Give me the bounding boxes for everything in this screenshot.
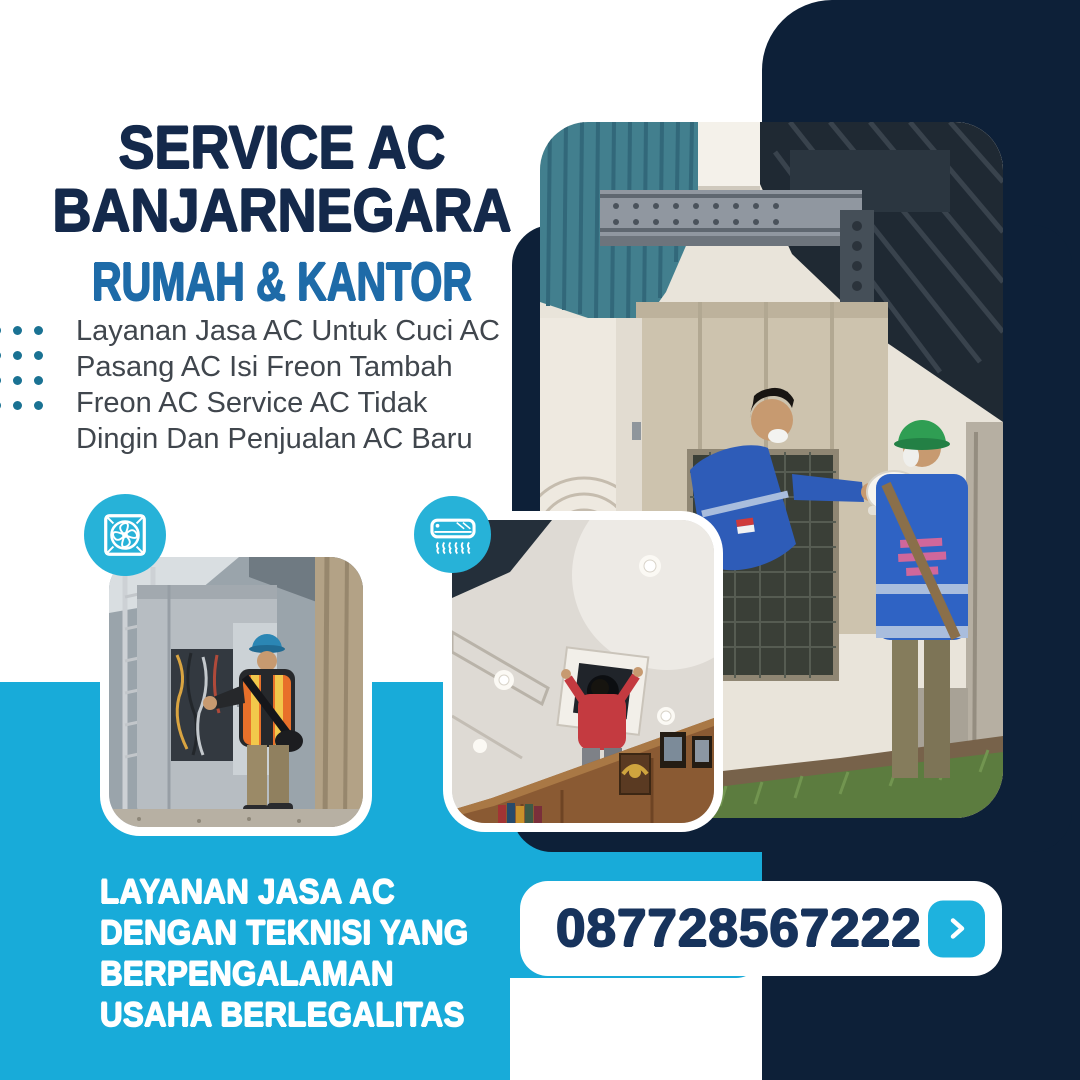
page-title-line2: BANJARNEGARA <box>52 177 512 244</box>
footer-tagline <box>100 872 501 1036</box>
service-description <box>76 313 516 457</box>
dots-decoration <box>0 326 43 410</box>
repair-scene-illustration <box>109 557 363 827</box>
tagline-line: USAHA BERLEGALITAS <box>100 996 465 1034</box>
call-arrow-button[interactable] <box>928 900 985 957</box>
photo-ceiling-install <box>443 511 723 832</box>
page-title-line1: SERVICE AC <box>118 114 446 181</box>
description-line: Layanan Jasa AC Untuk Cuci AC <box>76 315 500 347</box>
description-line: Dingin Dan Penjualan AC Baru <box>76 423 473 455</box>
description-line: Freon AC Service AC Tidak <box>76 387 428 419</box>
phone-number: 087728567222 <box>556 899 922 958</box>
ac-indoor-unit-icon <box>414 496 491 573</box>
ac-outdoor-fan-icon <box>84 494 166 576</box>
tagline-line: LAYANAN JASA AC <box>100 873 396 911</box>
tagline-line: BERPENGALAMAN <box>100 955 394 993</box>
description-line: Pasang AC Isi Freon Tambah <box>76 351 453 383</box>
page-subtitle: RUMAH & KANTOR <box>92 252 472 312</box>
header-block <box>22 114 542 312</box>
ceiling-scene-illustration <box>452 520 714 823</box>
phone-pill[interactable] <box>520 881 1002 976</box>
photo-technician-repair <box>100 548 372 836</box>
tagline-line: DENGAN TEKNISI YANG <box>100 914 469 952</box>
chevron-right-icon <box>944 916 970 942</box>
